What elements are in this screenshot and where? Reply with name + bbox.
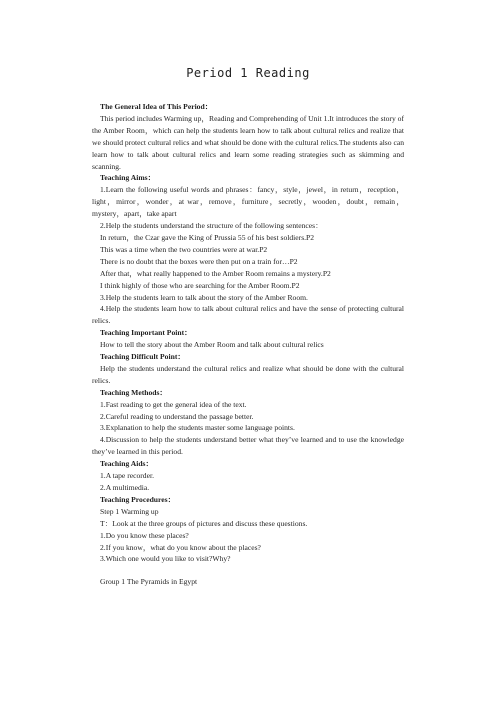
teacher-instruction: T：Look at the three groups of pictures and discuss these questions. [100,518,308,528]
section-heading-teaching-aids: Teaching Aids： [100,459,154,469]
sentence-item: In return，the Czar gave the King of Prussia 55 of his best soldiers.P2 [100,232,315,242]
question-item-2: 2.If you know，what do you know about the places? [100,542,261,552]
general-idea-paragraph: This period includes Warming up，Reading and Comprehending of Unit 1.It introduces the story of the Amber Room，which can help the students learn how to talk about cultural relics and realize that we should protect cultural relics and what should be done with the cultural relics.The students also can learn how to talk about cultural relics and learn some reading strategies such as skimming and scanning. [92,113,404,171]
important-point-text: How to tell the story about the Amber Room and talk about cultural relics [100,340,324,350]
question-item-1: 1.Do you know these places? [100,530,189,540]
page-title: Period 1 Reading [186,66,310,80]
aim-item-3: 3.Help the students learn to talk about the story of the Amber Room. [100,292,308,302]
aim-item-4: 4.Help the students learn how to talk about cultural relics and have the sense of protecting cultural relics. [92,304,404,326]
section-heading-general-idea: The General Idea of This Period： [100,102,213,111]
group-caption: Group 1 The Pyramids in Egypt [100,577,198,587]
aim-item-2: 2.Help the students understand the structure of the following sentences： [100,221,323,231]
section-heading-important-point: Teaching Important Point： [100,328,192,338]
sentence-item: This was a time when the two countries were at war.P2 [100,244,268,254]
method-item-4: 4.Discussion to help the students understand better what they’ve learned and to use the knowledge they’ve learned in this period. [92,435,404,457]
aim-item-1: 1.Learn the following useful words and phrases：fancy，style，jewel，in return，reception，light，mirror，wonder，at war，remove，furniture，secretly，wooden，doubt，remain，mystery，apart，take apart [92,185,404,219]
step-heading: Step 1 Warming up [100,506,159,516]
aid-item-1: 1.A tape recorder. [100,471,154,481]
spacer [92,565,404,576]
aid-item-2: 2.A multimedia. [100,483,150,492]
section-heading-difficult-point: Teaching Difficult Point： [100,352,185,362]
sentence-item: After that，what really happened to the Amber Room remains a mystery.P2 [100,268,331,278]
question-item-3: 3.Which one would you like to visit?Why? [100,554,231,564]
section-heading-teaching-procedures: Teaching Procedures： [100,494,176,504]
section-heading-teaching-methods: Teaching Methods： [100,387,168,397]
sentence-item: There is no doubt that the boxes were then put on a train for…P2 [100,256,298,266]
method-item-3: 3.Explanation to help the students master some language points. [100,423,295,433]
document-body [92,101,404,588]
difficult-point-text: Help the students understand the cultural relics and realize what should be done with the cultural relics. [92,363,404,385]
method-item-1: 1.Fast reading to get the general idea of the text. [100,399,247,409]
section-heading-teaching-aims: Teaching Aims： [100,173,156,183]
sentence-item: I think highly of those who are searching for the Amber Room.P2 [100,280,300,290]
method-item-2: 2.Careful reading to understand the passage better. [100,411,254,421]
